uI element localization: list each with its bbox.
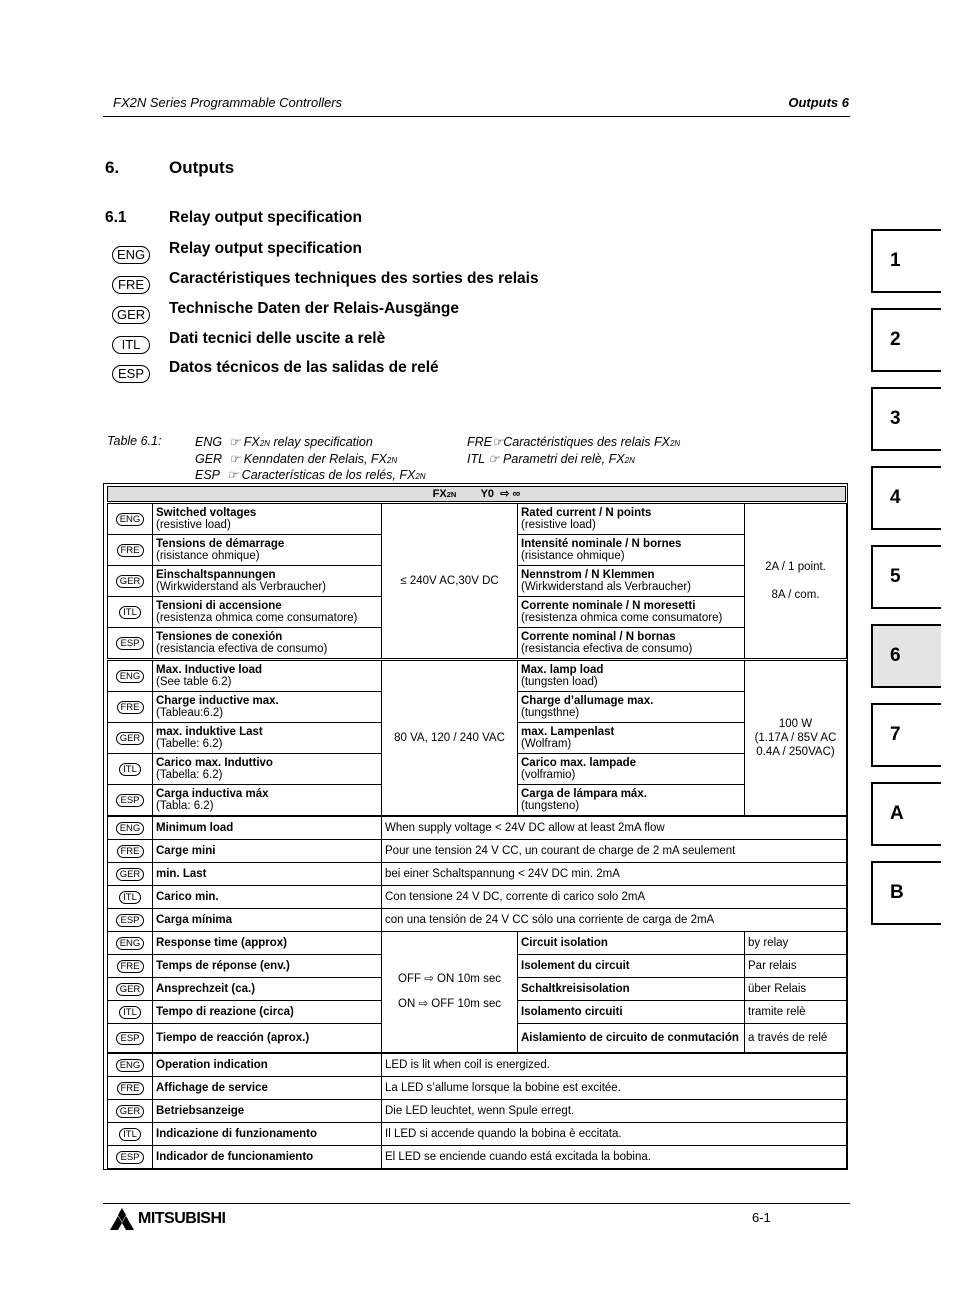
lang-cell xyxy=(108,754,153,785)
param-value-cell: Con tensione 24 V DC, corrente di carico solo 2mA xyxy=(382,886,847,909)
table-row xyxy=(108,1100,847,1123)
param-value-cell: 2A / 1 point. 8A / com. xyxy=(745,504,847,659)
header-rule xyxy=(103,116,850,117)
lang-cell xyxy=(108,955,153,978)
table-group-response xyxy=(107,931,847,1053)
param-name-cell: Minimum load xyxy=(153,817,382,840)
chapter-tab-6[interactable]: 6 xyxy=(871,624,941,688)
param-name-cell: Carge mini xyxy=(153,840,382,863)
table-row xyxy=(108,1146,847,1169)
caption-eng: ENG ☞ FX2N relay specification xyxy=(195,435,373,449)
param-name-cell: Charge inductive max. (Tableau:6.2) xyxy=(153,692,382,723)
lang-badge-1: FRE xyxy=(112,276,150,294)
lang-code-badge: ESP xyxy=(116,1032,143,1045)
table-row xyxy=(108,504,847,535)
param-name-cell: Charge d’allumage max. (tungsthne) xyxy=(518,692,745,723)
table-row xyxy=(108,863,847,886)
lang-badge-wrap xyxy=(112,306,150,324)
lang-cell xyxy=(108,1123,153,1146)
param-value-cell: Die LED leuchtet, wenn Spule erregt. xyxy=(382,1100,847,1123)
table-row xyxy=(108,817,847,840)
table-row xyxy=(108,1077,847,1100)
param-name-cell: Tensions de démarrage (risistance ohmique) xyxy=(153,535,382,566)
param-name-cell: Carga inductiva máx (Tabla: 6.2) xyxy=(153,785,382,816)
param-name-cell: Circuit isolation xyxy=(518,932,745,955)
lang-cell xyxy=(108,978,153,1001)
lang-badge-3: ITL xyxy=(112,336,150,354)
table-row xyxy=(108,909,847,932)
mitsubishi-logo xyxy=(108,1208,225,1230)
lang-cell xyxy=(108,597,153,628)
table-group-voltage xyxy=(107,503,847,659)
footer-rule xyxy=(103,1203,850,1204)
lang-cell xyxy=(108,932,153,955)
param-value-cell: 80 VA, 120 / 240 VAC xyxy=(382,661,518,816)
param-name-cell: max. induktive Last (Tabelle: 6.2) xyxy=(153,723,382,754)
param-name-cell: Ansprechzeit (ca.) xyxy=(153,978,382,1001)
param-value-cell: a través de relé xyxy=(745,1024,847,1053)
lang-code-badge: ENG xyxy=(116,513,145,526)
lang-cell xyxy=(108,1001,153,1024)
lang-title: Datos técnicos de las salidas de relé xyxy=(169,359,439,376)
table-group-minload xyxy=(107,816,847,932)
table-group-inductive xyxy=(107,660,847,816)
param-value-cell: La LED s’allume lorsque la bobine est excitée. xyxy=(382,1077,847,1100)
param-value-cell: bei einer Schaltspannung < 24V DC min. 2mA xyxy=(382,863,847,886)
lang-badge-wrap xyxy=(112,365,150,383)
param-name-cell: Temps de réponse (env.) xyxy=(153,955,382,978)
param-name-cell: Tensiones de conexión (resistancia efectiva de consumo) xyxy=(153,628,382,659)
param-name-cell: Carga de lámpara máx. (tungsteno) xyxy=(518,785,745,816)
lang-code-badge: ENG xyxy=(116,822,145,835)
caption-ger: GER ☞ Kenndaten der Relais, FX2N xyxy=(195,452,398,466)
param-value-cell: con una tensión de 24 V CC sólo una corriente de carga de 2mA xyxy=(382,909,847,932)
lang-cell xyxy=(108,504,153,535)
lang-code-badge: ENG xyxy=(116,670,145,683)
table-group-indication xyxy=(107,1053,847,1169)
lang-code-badge: FRE xyxy=(117,701,144,714)
param-value-cell: Il LED si accende quando la bobina è eccitata. xyxy=(382,1123,847,1146)
chapter-tab-B[interactable]: B xyxy=(871,861,941,925)
lang-code-badge: ITL xyxy=(119,763,141,776)
lang-cell xyxy=(108,840,153,863)
chapter-tab-2[interactable]: 2 xyxy=(871,308,941,372)
subsection-number: 6.1 xyxy=(105,209,127,226)
param-name-cell: Intensité nominale / N bornes (risistance ohmique) xyxy=(518,535,745,566)
lang-title: Dati tecnici delle uscite a relè xyxy=(169,330,386,347)
lang-cell xyxy=(108,1054,153,1077)
table-row xyxy=(108,1123,847,1146)
param-name-cell: Operation indication xyxy=(153,1054,382,1077)
lang-cell xyxy=(108,661,153,692)
param-value-cell: by relay xyxy=(745,932,847,955)
lang-badge-wrap xyxy=(112,276,150,294)
param-name-cell: Max. lamp load (tungsten load) xyxy=(518,661,745,692)
header-right: Outputs 6 xyxy=(788,95,849,110)
param-name-cell: Tiempo de reacción (aprox.) xyxy=(153,1024,382,1053)
param-name-cell: Max. Inductive load (See table 6.2) xyxy=(153,661,382,692)
table-row xyxy=(108,932,847,955)
section-number: 6. xyxy=(105,158,120,177)
chapter-tab-4[interactable]: 4 xyxy=(871,466,941,530)
lang-code-badge: FRE xyxy=(117,544,144,557)
lang-cell xyxy=(108,1024,153,1053)
lang-code-badge: ESP xyxy=(116,1151,143,1164)
lang-code-badge: FRE xyxy=(117,1082,144,1095)
param-name-cell: Isolamento circuiti xyxy=(518,1001,745,1024)
lang-cell xyxy=(108,692,153,723)
param-name-cell: Affichage de service xyxy=(153,1077,382,1100)
param-value-cell: When supply voltage < 24V DC allow at least 2mA flow xyxy=(382,817,847,840)
page-number: 6-1 xyxy=(752,1210,771,1225)
lang-code-badge: ESP xyxy=(116,914,143,927)
table-row xyxy=(108,840,847,863)
param-name-cell: Einschaltspannungen (Wirkwiderstand als Verbraucher) xyxy=(153,566,382,597)
lang-cell xyxy=(108,1100,153,1123)
table-row xyxy=(108,886,847,909)
header-left: FX2N Series Programmable Controllers xyxy=(113,95,343,110)
lang-badge-2: GER xyxy=(112,306,150,324)
param-name-cell: Schaltkreisisolation xyxy=(518,978,745,1001)
lang-badge-4: ESP xyxy=(112,365,150,383)
chapter-tab-7[interactable]: 7 xyxy=(871,703,941,767)
lang-cell xyxy=(108,628,153,659)
lang-cell xyxy=(108,886,153,909)
param-name-cell: Nennstrom / N Klemmen (Wirkwiderstand als Verbraucher) xyxy=(518,566,745,597)
lang-badge-wrap xyxy=(112,336,150,354)
param-name-cell: Carga mínima xyxy=(153,909,382,932)
lang-cell xyxy=(108,535,153,566)
param-name-cell: Tempo di reazione (circa) xyxy=(153,1001,382,1024)
lang-code-badge: FRE xyxy=(117,845,144,858)
param-value-cell: tramite relè xyxy=(745,1001,847,1024)
lang-code-badge: ITL xyxy=(119,1128,141,1141)
lang-code-badge: ESP xyxy=(116,637,143,650)
lang-cell xyxy=(108,909,153,932)
param-name-cell: max. Lampenlast (Wolfram) xyxy=(518,723,745,754)
lang-title: Technische Daten der Relais-Ausgänge xyxy=(169,300,459,317)
chapter-tab-A[interactable]: A xyxy=(871,782,941,846)
param-value-cell: ≤ 240V AC,30V DC xyxy=(382,504,518,659)
param-value-cell: 100 W (1.17A / 85V AC 0.4A / 250VAC) xyxy=(745,661,847,816)
param-name-cell: Tensioni di accensione (resistenza ohmica come consumatore) xyxy=(153,597,382,628)
param-name-cell: Switched voltages (resistive load) xyxy=(153,504,382,535)
lang-code-badge: ENG xyxy=(116,937,145,950)
param-name-cell: Betriebsanzeige xyxy=(153,1100,382,1123)
param-value-cell: Pour une tension 24 V CC, un courant de charge de 2 mA seulement xyxy=(382,840,847,863)
caption-itl: ITL ☞ Parametri dei relè, FX2N xyxy=(467,452,635,466)
lang-cell xyxy=(108,785,153,816)
param-name-cell: Corrente nominal / N bornas (resistancia efectiva de consumo) xyxy=(518,628,745,659)
table-title-bar: FX2N Y0 ⇨ ∞ xyxy=(107,486,846,502)
lang-code-badge: ITL xyxy=(119,606,141,619)
lang-code-badge: FRE xyxy=(117,960,144,973)
lang-cell xyxy=(108,817,153,840)
lang-cell xyxy=(108,1077,153,1100)
lang-code-badge: ITL xyxy=(119,891,141,904)
chapter-tab-3[interactable]: 3 xyxy=(871,387,941,451)
param-value-cell: El LED se enciende cuando está excitada la bobina. xyxy=(382,1146,847,1169)
param-name-cell: Carico min. xyxy=(153,886,382,909)
param-name-cell: Response time (approx) xyxy=(153,932,382,955)
param-name-cell: Isolement du circuit xyxy=(518,955,745,978)
param-value-cell: Par relais xyxy=(745,955,847,978)
lang-code-badge: GER xyxy=(116,983,145,996)
param-value-cell: über Relais xyxy=(745,978,847,1001)
lang-cell xyxy=(108,566,153,597)
lang-code-badge: ITL xyxy=(119,1006,141,1019)
lang-title: Relay output specification xyxy=(169,240,362,257)
lang-cell xyxy=(108,863,153,886)
section-title: Outputs xyxy=(169,158,235,177)
lang-code-badge: GER xyxy=(116,1105,145,1118)
caption-fre: FRE☞Caractéristiques des relais FX2N xyxy=(467,435,681,449)
param-name-cell: Corrente nominale / N moresetti (resistenza ohmica come consumatore) xyxy=(518,597,745,628)
caption-esp: ESP ☞ Características de los relés, FX2N xyxy=(195,468,426,482)
lang-code-badge: GER xyxy=(116,868,145,881)
lang-cell xyxy=(108,723,153,754)
param-value-cell: OFF ⇨ ON 10m sec ON ⇨ OFF 10m sec xyxy=(382,932,518,1053)
table-caption-label: Table 6.1: xyxy=(107,434,162,448)
lang-title: Caractéristiques techniques des sorties des relais xyxy=(169,270,539,287)
lang-code-badge: ENG xyxy=(116,1059,145,1072)
lang-badge-0: ENG xyxy=(112,246,150,264)
lang-cell xyxy=(108,1146,153,1169)
param-value-cell: LED is lit when coil is energized. xyxy=(382,1054,847,1077)
table-row xyxy=(108,661,847,692)
lang-badge-wrap xyxy=(112,246,150,264)
param-name-cell: Indicador de funcionamiento xyxy=(153,1146,382,1169)
param-name-cell: Carico max. lampade (volframio) xyxy=(518,754,745,785)
lang-code-badge: GER xyxy=(116,575,145,588)
subsection-title: Relay output specification xyxy=(169,209,362,226)
param-name-cell: Rated current / N points (resistive load) xyxy=(518,504,745,535)
param-name-cell: Aislamiento de circuito de conmutación xyxy=(518,1024,745,1053)
param-name-cell: Indicazione di funzionamento xyxy=(153,1123,382,1146)
brand-name: MITSUBISHI xyxy=(138,1210,226,1227)
table-row xyxy=(108,1054,847,1077)
lang-code-badge: ESP xyxy=(116,794,143,807)
param-name-cell: Carico max. Induttivo (Tabella: 6.2) xyxy=(153,754,382,785)
lang-code-badge: GER xyxy=(116,732,145,745)
chapter-tab-1[interactable]: 1 xyxy=(871,229,941,293)
param-name-cell: min. Last xyxy=(153,863,382,886)
chapter-tab-5[interactable]: 5 xyxy=(871,545,941,609)
mitsubishi-diamonds-icon xyxy=(108,1208,136,1230)
